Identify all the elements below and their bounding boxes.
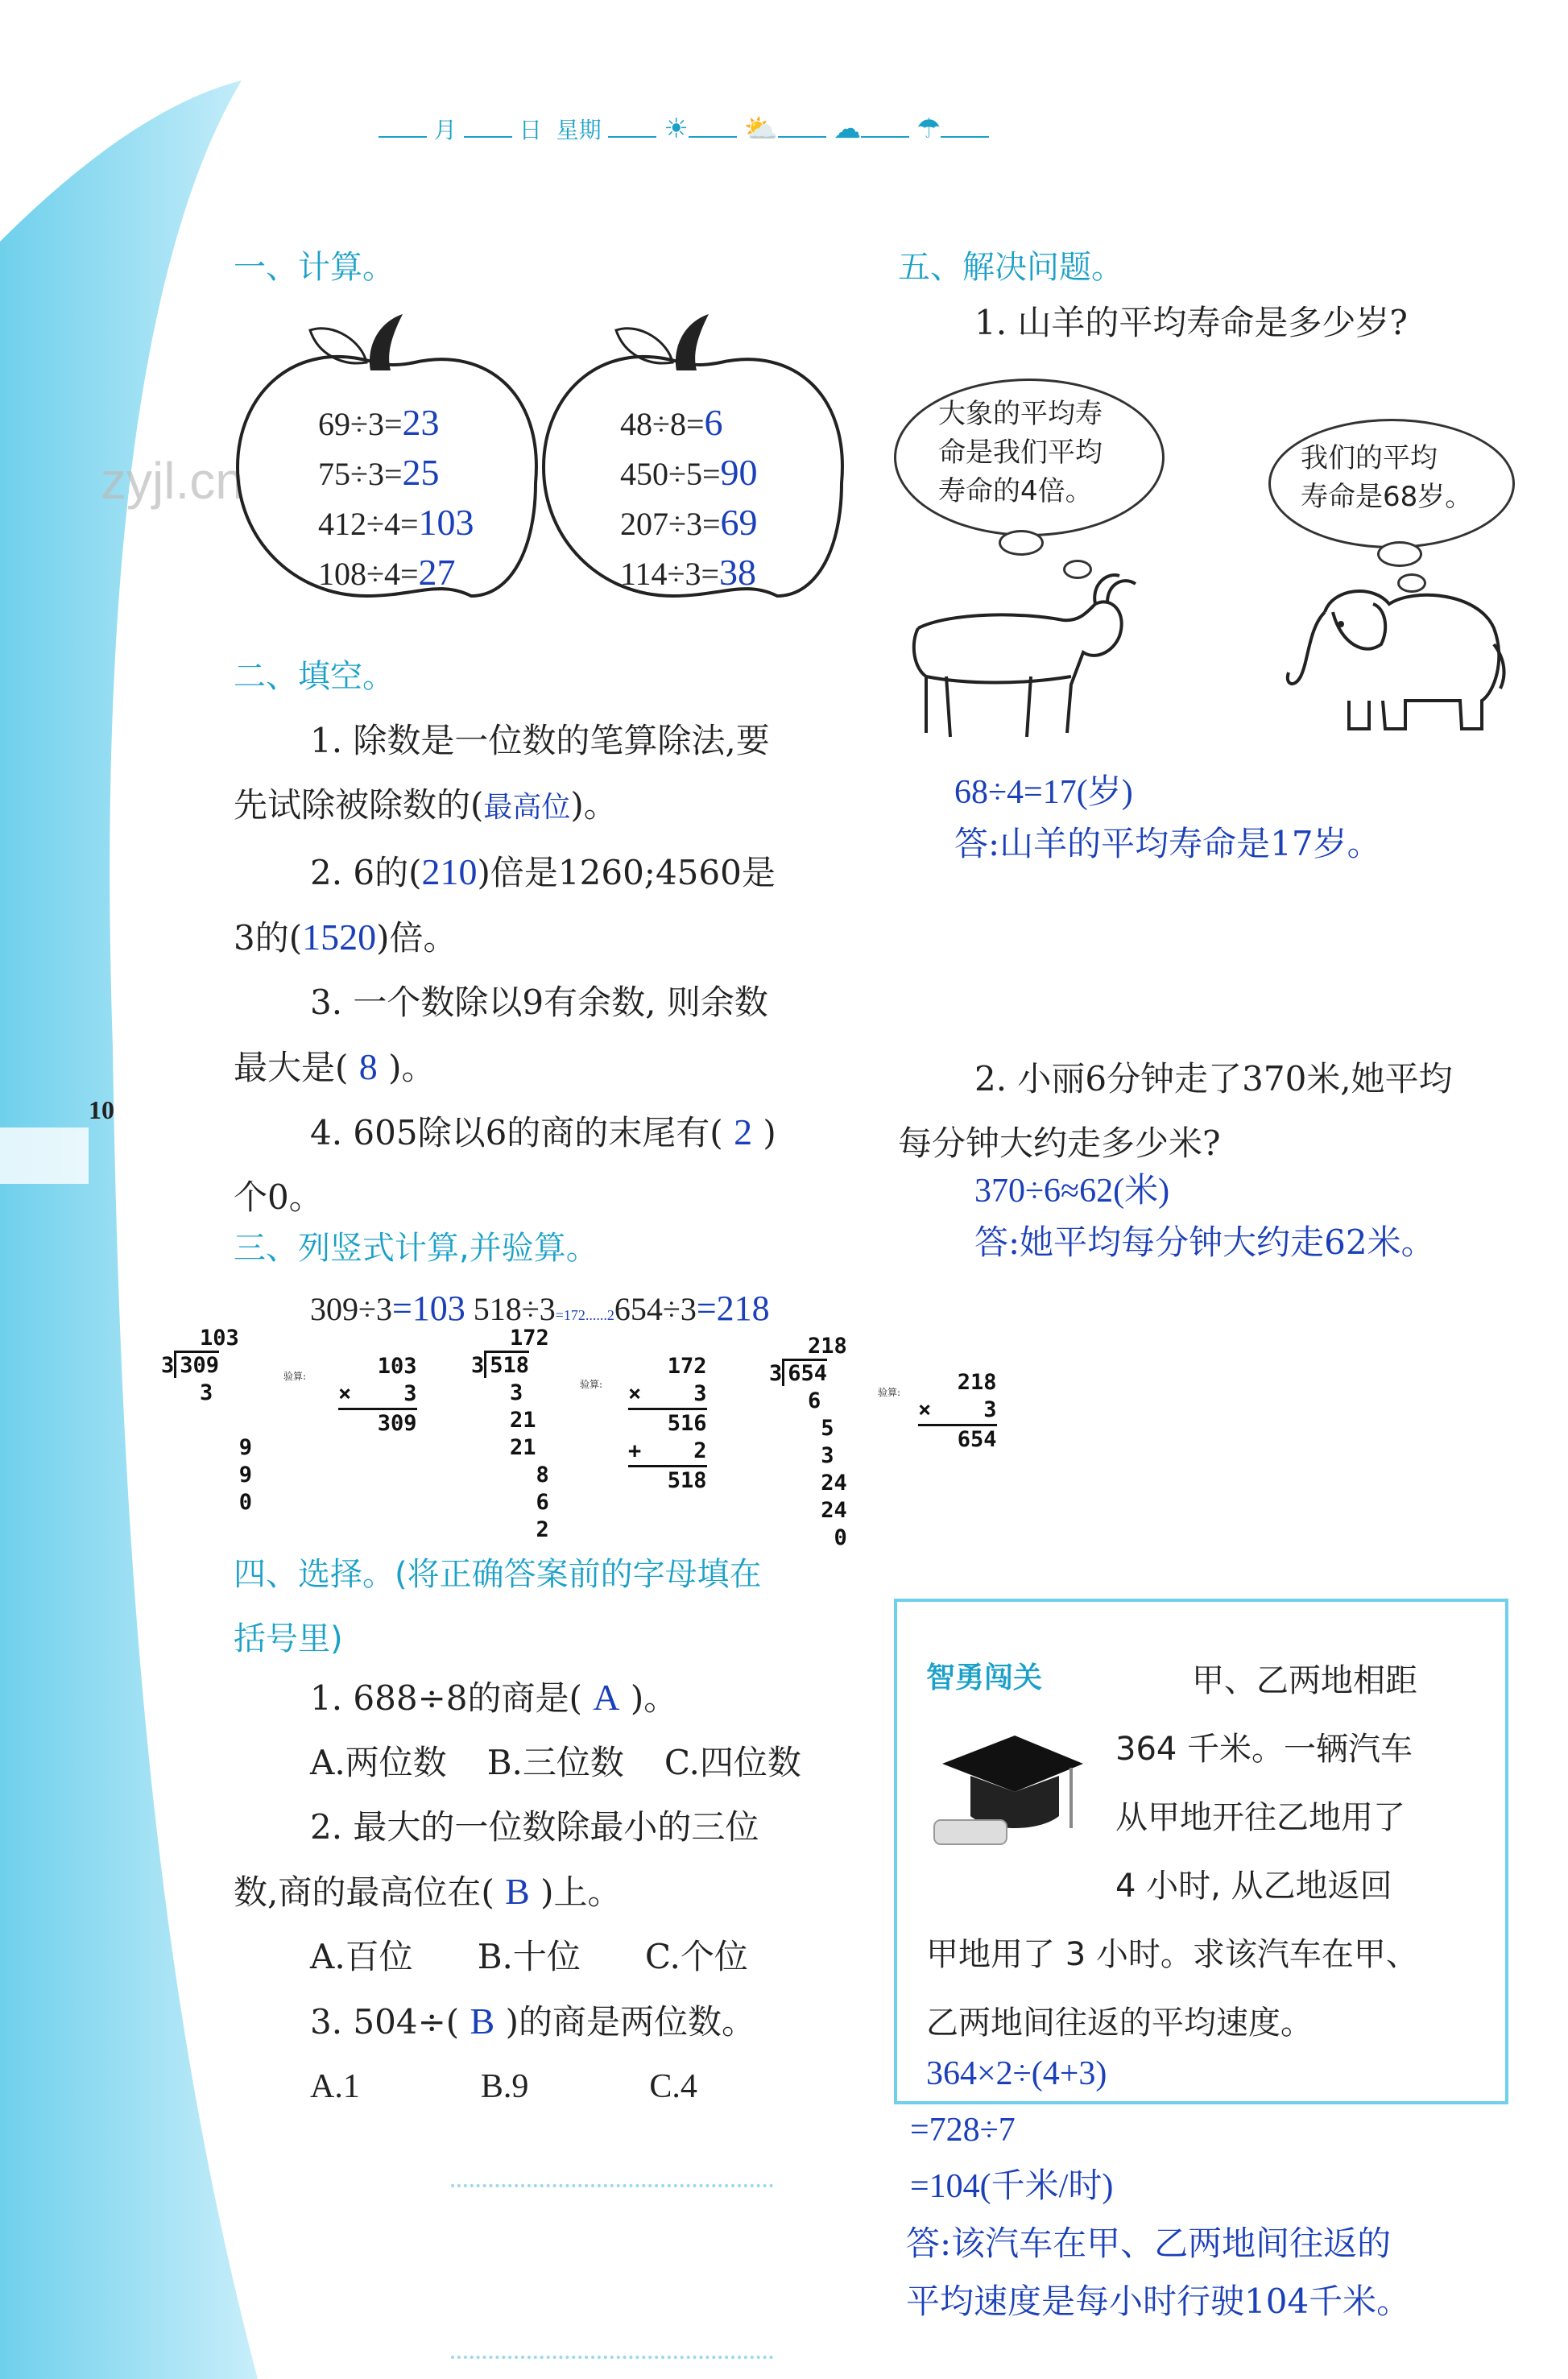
challenge-label: 智勇闯关 — [926, 1661, 1043, 1694]
section1-title: 一、计算。 — [234, 249, 395, 286]
apple-right-problems — [620, 399, 758, 598]
check-label: 验算: — [283, 1371, 307, 1382]
section5-q1: 1. 山羊的平均寿命是多少岁? — [974, 303, 1408, 342]
check-3: 218 × 3 654 — [918, 1370, 997, 1452]
calc-item: 412÷4=103 — [318, 502, 474, 543]
apple-left-problems — [318, 399, 474, 598]
long-division-2: 172 3 518 3 21 21 8 6 2 — [471, 1326, 549, 1542]
calc-item: 207÷3=69 — [620, 502, 758, 543]
goat-bubble-text: 大象的平均寿 命是我们平均 寿命的4倍。 — [938, 398, 1103, 507]
watermark: zyjl.cn — [101, 452, 244, 510]
rain-icon: ☂ — [916, 113, 941, 145]
page-number: 10 — [89, 1095, 114, 1124]
check-label: 验算: — [878, 1387, 901, 1398]
long-division-1: 103 3 309 3 9 9 0 — [161, 1326, 253, 1515]
month-label: 月 — [433, 117, 457, 143]
challenge-text: 甲、乙两地相距 364 千米。一辆汽车 从甲地开往乙地用了 4 小时, 从乙地返回 甲地用了 3 小时。求该汽车在甲、 乙两地间往返的平均速度。 — [926, 1662, 1418, 2042]
challenge-work: =728÷7 =104(千米/时) — [910, 2112, 1114, 2205]
sun-icon: ☀ — [664, 113, 689, 145]
calc-item: 69÷3=23 — [318, 402, 440, 443]
challenge-answer: 答:该汽车在甲、乙两地间往返的 平均速度是每小时行驶104千米。 — [906, 2224, 1411, 2321]
section5-q2: 2. 小丽6分钟走了370米,她平均 每分钟大约走多少米? — [898, 1059, 1453, 1163]
elephant-bubble-text: 我们的平均 寿命是68岁。 — [1301, 442, 1473, 513]
goat-illustration — [902, 564, 1144, 749]
check-1: 103 × 3 309 — [338, 1354, 417, 1436]
bubble-dot — [1377, 541, 1422, 567]
q2-answer: 答:她平均每分钟大约走62米。 — [974, 1223, 1435, 1262]
section3-problems: 309÷3=103 518÷3=172......2654÷3=218 — [310, 1289, 770, 1328]
section5-title: 五、解决问题。 — [898, 249, 1123, 286]
q1-answer: 答:山羊的平均寿命是17岁。 — [954, 824, 1381, 863]
day-label: 日 — [519, 117, 542, 143]
bubble-dot — [999, 530, 1044, 556]
calc-item: 108÷4=27 — [318, 552, 456, 593]
q2-calc: 370÷6≈62(米) — [974, 1173, 1170, 1210]
dotted-divider — [451, 2356, 773, 2359]
challenge-work: 364×2÷(4+3) — [926, 2055, 1107, 2092]
calc-item: 48÷8=6 — [620, 402, 723, 443]
section4-body: 1. 688÷8的商是( A )。 A.两位数 B.三位数 C.四位数 2. 最大的一位数除最小的三位 数,商的最高位在( B )上。 A.百位 B.十位 C.个位 3. 504÷( B )的商是两位数。 A.1 B.9 C.4 — [234, 1677, 801, 2105]
dotted-divider — [451, 2184, 773, 2187]
q1-calc: 68÷4=17(岁) — [954, 774, 1133, 811]
section4-title: 四、选择。(将正确答案前的字母填在 括号里) — [234, 1556, 762, 1657]
calc-item: 450÷5=90 — [620, 452, 758, 493]
elephant-illustration — [1276, 580, 1510, 741]
long-division-3: 218 3 654 6 5 3 24 24 0 — [769, 1334, 847, 1550]
calc-item: 75÷3=25 — [318, 452, 440, 493]
section2-body: 1. 除数是一位数的笔算除法,要 先试除被除数的(最高位)。 2. 6的(210)倍是1260;4560是 3的(1520)倍。 3. 一个数除以9有余数, 则余数 最大是( 8 )。 4. 605除以6的商的末尾有( 2 ) 个0。 — [234, 721, 776, 1217]
section3-title: 三、列竖式计算,并验算。 — [234, 1230, 598, 1267]
check-label: 验算: — [580, 1379, 603, 1390]
week-label: 星期 — [556, 117, 602, 143]
check-2: 172 × 3 516 + 2 518 — [628, 1354, 707, 1493]
sun-cloud-icon: ⛅ — [743, 113, 779, 145]
section2-title: 二、填空。 — [234, 658, 395, 695]
header-date-line — [379, 113, 989, 145]
cloud-icon: ☁ — [834, 113, 862, 145]
calc-item: 114÷3=38 — [620, 552, 757, 593]
